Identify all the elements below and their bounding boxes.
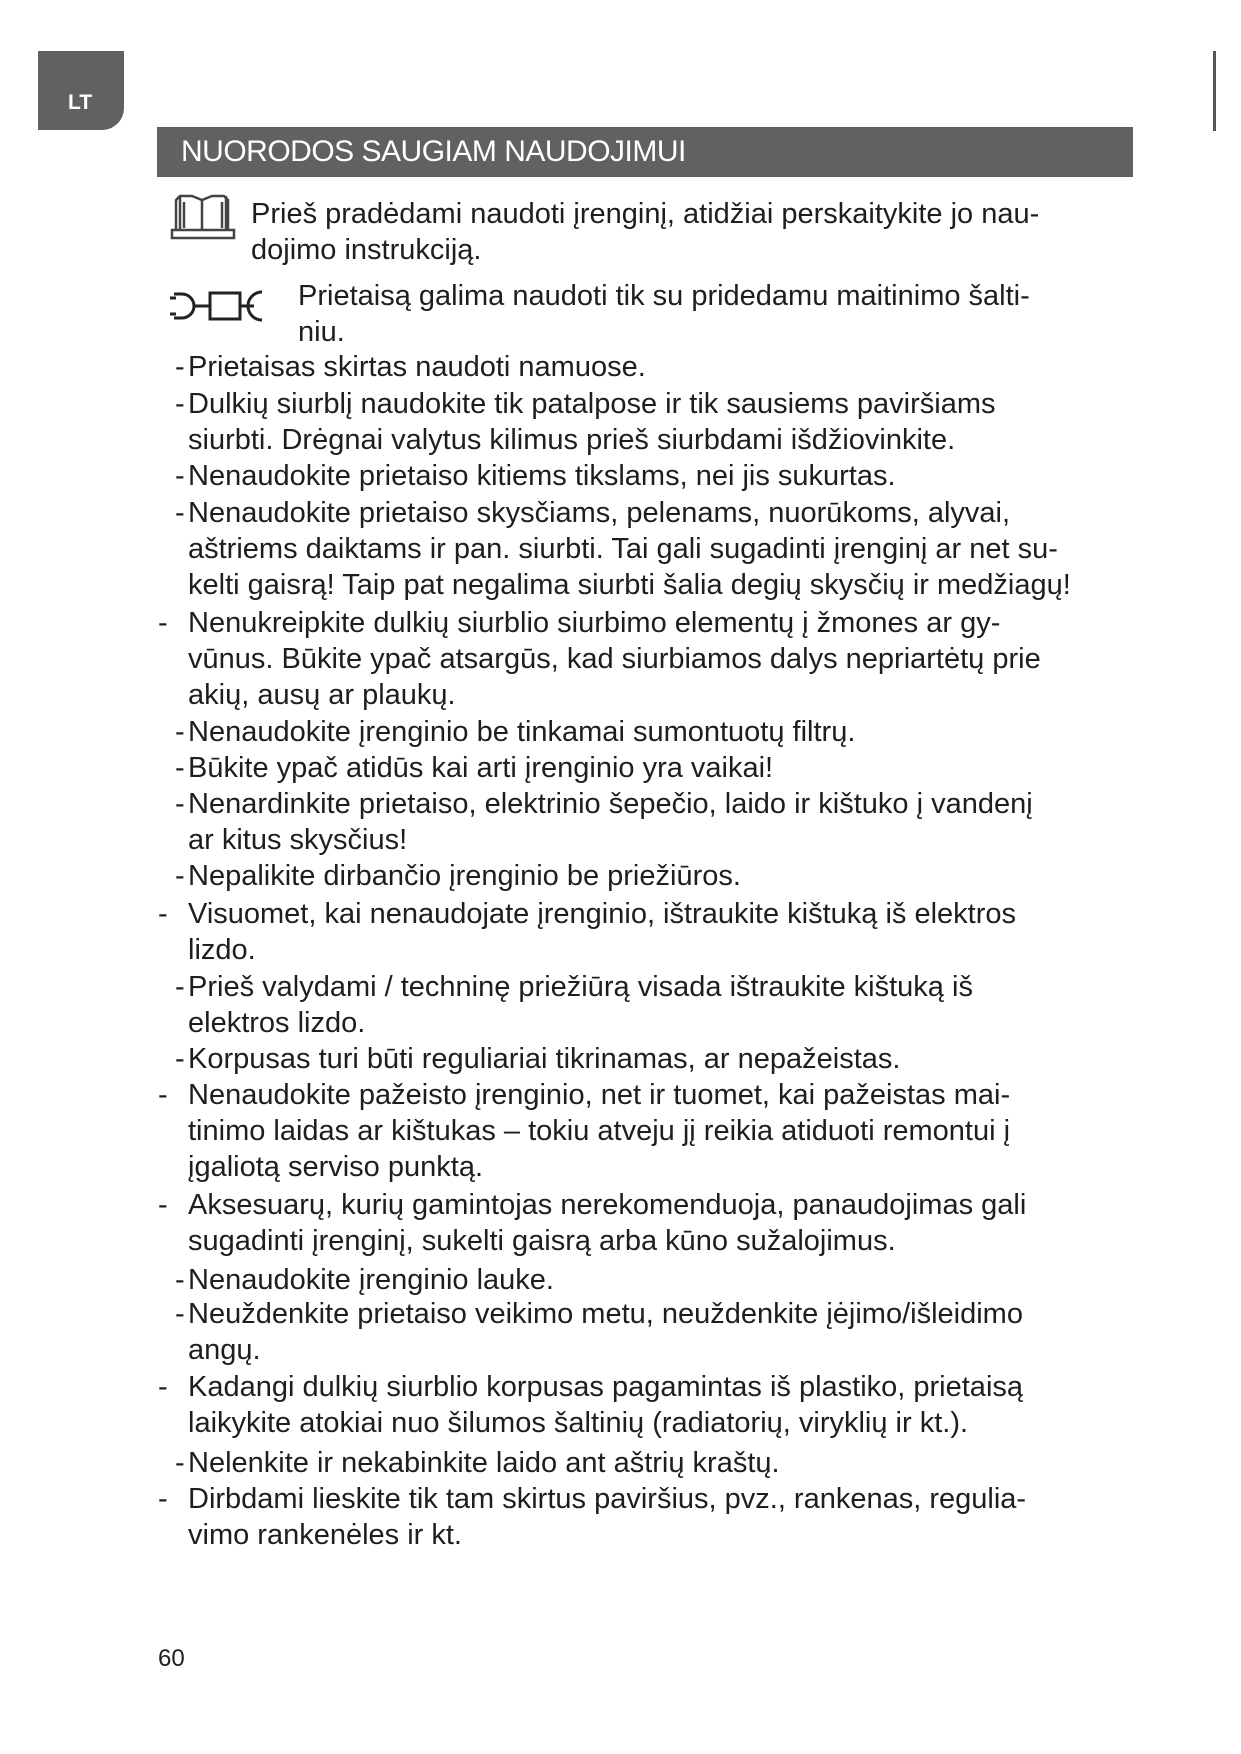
instruction-line: Nepalikite dirbančio įrenginio be priežiūros.	[188, 860, 741, 892]
instruction-item	[251, 196, 1039, 268]
book-icon	[170, 192, 236, 240]
instruction-item	[175, 1041, 901, 1077]
instruction-line: Prietaisas skirtas naudoti namuose.	[188, 351, 646, 383]
language-label: LT	[68, 91, 93, 114]
instruction-line: Nenardinkite prietaiso, elektrinio šepečio, laido ir kištuko į vandenį	[188, 788, 1033, 820]
instruction-item	[175, 1445, 780, 1481]
instruction-line: laikykite atokiai nuo šilumos šaltinių (radiatorių, viryklių ir kt.).	[188, 1407, 969, 1439]
instruction-item	[175, 349, 646, 385]
instruction-line: vūnus. Būkite ypač atsargūs, kad siurbiamos dalys nepriartėtų prie	[188, 643, 1041, 675]
instruction-line: vimo rankenėles ir kt.	[188, 1519, 462, 1551]
bullet-dash: -	[175, 1043, 185, 1075]
instruction-line: Nenaudokite prietaiso kitiems tikslams, nei jis sukurtas.	[188, 460, 896, 492]
instruction-line: Visuomet, kai nenaudojate įrenginio, ištraukite kištuką iš elektros	[188, 898, 1017, 930]
instruction-line: aštriems daiktams ir pan. siurbti. Tai gali sugadinti įrenginį ar net su-	[188, 533, 1058, 565]
instruction-line: Nenaudokite įrenginio lauke.	[188, 1264, 554, 1296]
bullet-dash: -	[175, 388, 185, 420]
section-title: NUORODOS SAUGIAM NAUDOJIMUI	[181, 135, 686, 168]
bullet-dash: -	[175, 716, 185, 748]
bullet-dash: -	[175, 351, 185, 383]
bullet-dash: -	[175, 752, 185, 784]
margin-rule	[1213, 51, 1216, 131]
instruction-line: Būkite ypač atidūs kai arti įrenginio yra vaikai!	[188, 752, 774, 784]
bullet-dash: -	[175, 1298, 185, 1330]
instruction-line: ar kitus skysčius!	[188, 824, 408, 856]
instruction-line: Dirbdami lieskite tik tam skirtus paviršius, pvz., rankenas, regulia-	[188, 1483, 1027, 1515]
bullet-dash: -	[158, 1079, 168, 1111]
instruction-line: elektros lizdo.	[188, 1007, 366, 1039]
instruction-line: Nenaudokite įrenginio be tinkamai sumontuotų filtrų.	[188, 716, 856, 748]
bullet-dash: -	[175, 971, 185, 1003]
instruction-item	[158, 1481, 1027, 1553]
section-header	[157, 127, 1133, 177]
bullet-dash: -	[175, 788, 185, 820]
instruction-line: Aksesuarų, kurių gamintojas nerekomenduoja, panaudojimas gali	[188, 1189, 1027, 1221]
instruction-line: Prietaisą galima naudoti tik su pridedamu maitinimo šalti-	[298, 280, 1030, 312]
instruction-item	[175, 858, 741, 894]
instruction-line: Nenukreipkite dulkių siurblio siurbimo elementų į žmones ar gy-	[188, 607, 1001, 639]
instruction-item	[175, 386, 996, 458]
instruction-line: Neuždenkite prietaiso veikimo metu, neuždenkite įėjimo/išleidimo	[188, 1298, 1023, 1330]
instruction-item	[158, 896, 1017, 968]
bullet-dash: -	[175, 1447, 185, 1479]
bullet-dash: -	[175, 460, 185, 492]
language-tab	[38, 51, 124, 130]
instruction-line: dojimo instrukciją.	[251, 234, 482, 266]
instruction-line: lizdo.	[188, 934, 256, 966]
instruction-line: Nenaudokite prietaiso skysčiams, pelenams, nuorūkoms, alyvai,	[188, 497, 1011, 529]
power-adapter-icon	[170, 288, 282, 324]
bullet-dash: -	[158, 1483, 168, 1515]
instruction-line: sugadinti įrenginį, sukelti gaisrą arba kūno sužalojimus.	[188, 1225, 896, 1257]
instruction-item	[158, 605, 1041, 713]
instruction-item	[175, 969, 973, 1041]
bullet-dash: -	[175, 1264, 185, 1296]
instruction-line: Nelenkite ir nekabinkite laido ant aštrių kraštų.	[188, 1447, 780, 1479]
instruction-item	[175, 786, 1033, 858]
instruction-item	[175, 458, 896, 494]
bullet-dash: -	[158, 1371, 168, 1403]
instruction-line: siurbti. Drėgnai valytus kilimus prieš siurbdami išdžiovinkite.	[188, 424, 956, 456]
instruction-item	[175, 750, 774, 786]
instruction-item	[175, 495, 1071, 603]
instruction-item	[175, 1296, 1023, 1368]
bullet-dash: -	[158, 1189, 168, 1221]
instruction-line: Kadangi dulkių siurblio korpusas pagamintas iš plastiko, prietaisą	[188, 1371, 1024, 1403]
instruction-line: niu.	[298, 316, 345, 348]
instruction-line: įgaliotą serviso punktą.	[188, 1151, 483, 1183]
instruction-line: Korpusas turi būti reguliariai tikrinamas, ar nepažeistas.	[188, 1043, 901, 1075]
instruction-line: Prieš valydami / techninę priežiūrą visada ištraukite kištuką iš	[188, 971, 973, 1003]
instruction-line: akių, ausų ar plaukų.	[188, 679, 456, 711]
instruction-line: kelti gaisrą! Taip pat negalima siurbti šalia degių skysčių ir medžiagų!	[188, 569, 1071, 601]
instruction-line: Prieš pradėdami naudoti įrenginį, atidžiai perskaitykite jo nau-	[251, 198, 1040, 230]
instruction-line: Nenaudokite pažeisto įrenginio, net ir tuomet, kai pažeistas mai-	[188, 1079, 1011, 1111]
instruction-item	[158, 1077, 1011, 1185]
instruction-line: tinimo laidas ar kištukas – tokiu atveju jį reikia atiduoti remontui į	[188, 1115, 1011, 1147]
instruction-item	[298, 278, 1030, 350]
bullet-dash: -	[175, 860, 185, 892]
instruction-item	[158, 1369, 1024, 1441]
instruction-item	[175, 714, 856, 750]
instruction-item	[175, 1262, 554, 1298]
instruction-item	[158, 1187, 1027, 1259]
bullet-dash: -	[158, 898, 168, 930]
page-number: 60	[158, 1645, 185, 1672]
bullet-dash: -	[158, 607, 168, 639]
instruction-line: angų.	[188, 1334, 261, 1366]
instruction-line: Dulkių siurblį naudokite tik patalpose ir tik sausiems paviršiams	[188, 388, 996, 420]
bullet-dash: -	[175, 497, 185, 529]
